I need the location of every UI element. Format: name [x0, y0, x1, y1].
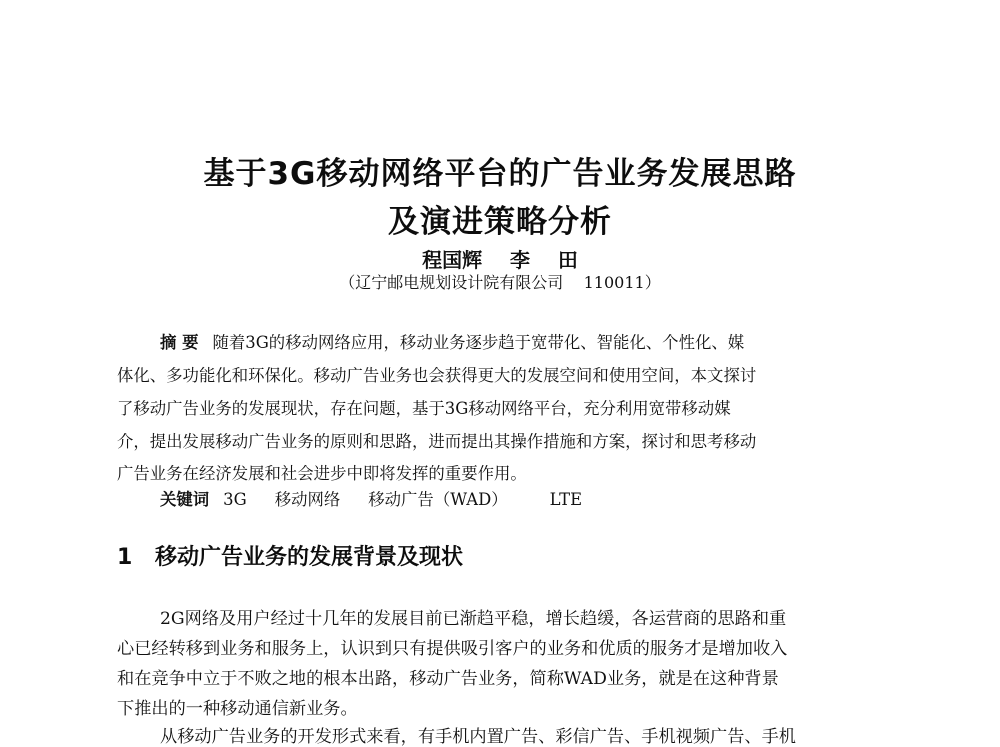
body-line-3: 和在竞争中立于不败之地的根本出路，移动广告业务，简称WAD业务，就是在这种背景: [117, 669, 779, 689]
section-title: 移动广告业务的发展背景及现状: [155, 545, 464, 570]
paper-title-line-2: 及演进策略分析: [388, 204, 612, 240]
abstract-label: 摘 要: [160, 333, 199, 352]
body-line-2: 心已经转移到业务和服务上，认识到只有提供吸引客户的业务和优质的服务才是增加收入: [117, 639, 788, 659]
body-line-5-partial: 从移动广告业务的开发形式来看，有手机内置广告、彩信广告、手机视频广告、手机: [160, 727, 796, 747]
keyword-item: LTE: [549, 490, 583, 509]
abstract-text: 随着3G的移动网络应用，移动业务逐步趋于宽带化、智能化、个性化、媒: [212, 333, 745, 352]
section-heading: [117, 540, 463, 571]
body-line-4: 下推出的一种移动通信新业务。: [117, 699, 358, 719]
abstract-line-4: 介，提出发展移动广告业务的原则和思路，进而提出其操作措施和方案，探讨和思考移动: [117, 432, 757, 451]
abstract-line-1: [160, 329, 744, 353]
keywords-label: 关键词: [160, 490, 210, 509]
abstract-line-2: 体化、多功能化和环保化。移动广告业务也会获得更大的发展空间和使用空间，本文探讨: [117, 366, 757, 385]
keyword-item: 移动广告（WAD）: [368, 490, 508, 509]
affiliation: （辽宁邮电规划设计院有限公司 110011）: [339, 273, 661, 292]
body-line-1: 2G网络及用户经过十几年的发展目前已渐趋平稳，增长趋缓，各运营商的思路和重: [160, 609, 787, 629]
abstract-line-3: 了移动广告业务的发展现状，存在问题，基于3G移动网络平台，充分利用宽带移动媒: [117, 399, 731, 418]
abstract-line-5: 广告业务在经济发展和社会进步中即将发挥的重要作用。: [117, 464, 527, 483]
authors: 程国辉 李 田: [422, 248, 578, 272]
keywords-line: [160, 486, 582, 510]
keyword-item: 移动网络: [274, 490, 341, 509]
paper-title-line-1: 基于3G移动网络平台的广告业务发展思路: [203, 156, 797, 192]
section-number: 1: [117, 545, 133, 570]
keyword-item: 3G: [223, 490, 247, 509]
